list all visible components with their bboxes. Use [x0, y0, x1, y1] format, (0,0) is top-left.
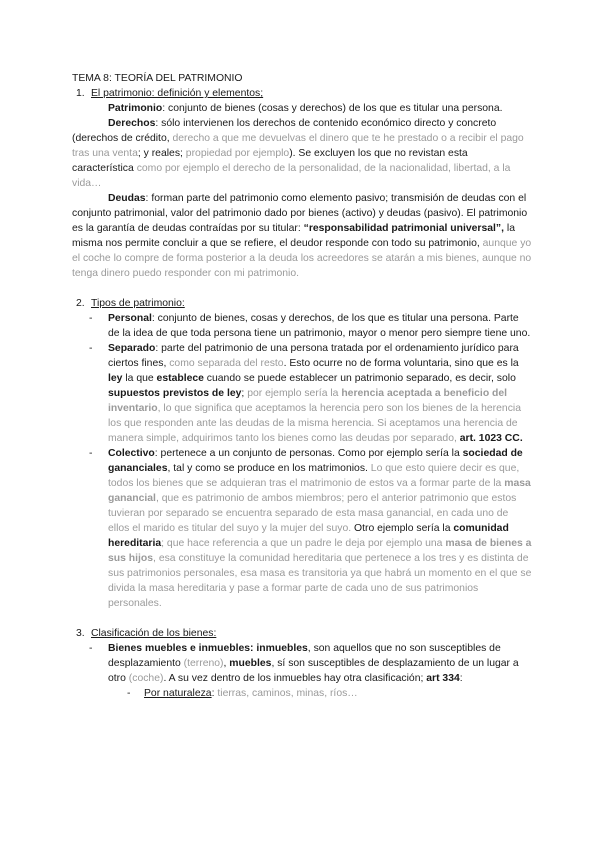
text: cuando se puede establecer un patrimonio separado, es decir, solo: [203, 373, 516, 384]
section-title: El patrimonio: definición y elementos;: [91, 88, 264, 99]
text: . A su vez dentro de los inmuebles hay otra clasificación;: [163, 673, 427, 684]
paragraph-derechos: [72, 116, 532, 191]
list-item-personal: [72, 311, 532, 341]
bold-text: supuestos previstos de ley: [108, 388, 242, 399]
term: Separado: [108, 343, 156, 354]
term: Personal: [108, 313, 152, 324]
term: Patrimonio: [108, 103, 163, 114]
bullet-dash: -: [127, 688, 131, 699]
bullet-dash: -: [89, 643, 93, 654]
list-item-separado: [72, 341, 532, 446]
example-text: , esa constituye la comunidad hereditaria que pertenece a los tres y es distinta de sus patrimonios personales, esa masa es transitoria ya que habrá un momento en el que se divida la masa hereditaria y pase a formar parte de cada uno de sus patrimonios personales.: [108, 553, 532, 609]
section-title: Tipos de patrimonio:: [91, 298, 185, 309]
list-item-bienes: [72, 641, 532, 686]
term: Por naturaleza: [144, 688, 212, 699]
bullet-dash: -: [89, 448, 93, 459]
bold-text: establece: [156, 373, 204, 384]
example-text: , lo que significa que aceptamos la herencia pero son los bienes de la herencia los que responden ante las deudas de la misma herencia. Si aceptamos una herencia de manera simple, adquirimos tanto los bienes como las deudas por separado,: [108, 403, 521, 444]
text: ;: [241, 388, 248, 399]
bold-text: ley: [108, 373, 123, 384]
term: Deudas: [108, 193, 146, 204]
section-title: Clasificación de los bienes:: [91, 628, 217, 639]
paragraph-deudas: [72, 191, 532, 281]
spacer: [72, 281, 532, 296]
example-text: aunque yo el coche lo compre de forma posterior a la deuda los acreedores se atarán a mis bienes, aunque no tenga dinero puedo responder con mi patrimonio.: [72, 238, 532, 279]
text: la que: [122, 373, 157, 384]
bold-text: muebles: [229, 658, 272, 669]
document-title: TEMA 8: TEORÍA DEL PATRIMONIO: [72, 73, 243, 84]
text: : sólo intervienen los derechos de contenido económico directo y concreto (derechos de crédito,: [72, 118, 497, 144]
section-2-heading: 2. Tipos de patrimonio:: [76, 298, 185, 309]
text: ). Se excluyen los que no revistan esta característica: [72, 148, 468, 174]
example-text: (terreno): [183, 658, 224, 669]
sub-list-item-naturaleza: [72, 686, 532, 701]
example-text: como separada del resto: [169, 358, 284, 369]
term: Derechos: [108, 118, 156, 129]
term: Colectivo: [108, 448, 155, 459]
text: : forman parte del patrimonio como elemento pasivo; transmisión de deudas con el conjunto patrimonial, valor del patrimonio dado por bienes (activo) y deudas (pasivo). El patrimonio es la garantía de deudas contraídas por su titular:: [72, 193, 528, 234]
article-reference: art. 1023 CC.: [459, 433, 523, 444]
text: : conjunto de bienes (cosas y derechos) de los que es titular una persona.: [162, 103, 503, 114]
example-bold-text: masa de bienes a sus hijos: [108, 538, 532, 564]
example-text: propiedad por ejemplo: [185, 148, 290, 159]
text: la misma nos permite concluir a que se refiere, el deudor responde con todo su patrimonio,: [72, 223, 515, 249]
list-item-colectivo: [72, 446, 532, 611]
term: Bienes muebles e inmuebles: inmuebles: [108, 643, 308, 654]
example-bold-text: masa ganancial: [108, 478, 531, 504]
text: : conjunto de bienes, cosas y derechos, de los que es titular una persona. Parte de la idea de que toda persona tiene un patrimonio, mayor o menor pero siempre tiene uno.: [108, 313, 531, 339]
example-text: derecho a que me devuelvas el dinero que te he prestado o a recibir el pago tras una venta: [72, 133, 524, 159]
example-text: como por ejemplo el derecho de la personalidad, de la nacionalidad, libertad, a la vida…: [72, 163, 511, 189]
example-text: , que es patrimonio de ambos miembros; pero el anterior patrimonio que estos tuvieran por separado se encuentra separado de esta masa ganancial, en cada uno de ellos el marido es titular del suyo y la mujer del suyo.: [108, 493, 517, 534]
example-text: tierras, caminos, minas, ríos…: [217, 688, 358, 699]
text: : pertenece a un conjunto de personas. Como por ejemplo sería la: [154, 448, 463, 459]
example-text: por ejemplo sería la: [247, 388, 342, 399]
example-text: Lo que esto quiere decir es que, todos los bienes que se adquieran tras el matrimonio de estos va a formar parte de la: [108, 463, 520, 489]
paragraph-patrimonio: [72, 101, 532, 116]
bold-text: comunidad hereditaria: [108, 523, 509, 549]
text: :: [459, 673, 463, 684]
text: :: [211, 688, 218, 699]
text: Otro ejemplo sería la: [354, 523, 454, 534]
bullet-dash: -: [89, 313, 93, 324]
example-bold-text: herencia aceptada a beneficio del inventario: [108, 388, 508, 414]
text: , tal y como se produce en los matrimonios.: [167, 463, 371, 474]
bold-text: sociedad de gananciales: [108, 448, 523, 474]
text: , sí son susceptibles de desplazamiento de un lugar a otro: [108, 658, 519, 684]
example-text: ; que hace referencia a que un padre le deja por ejemplo una: [161, 538, 446, 549]
spacer: [72, 611, 532, 626]
bold-text: “responsabilidad patrimonial universal”,: [303, 223, 504, 234]
bullet-dash: -: [89, 343, 93, 354]
article-reference: art 334: [426, 673, 460, 684]
text: ; y reales;: [137, 148, 186, 159]
text: . Esto ocurre no de forma voluntaria, sino que es la: [283, 358, 519, 369]
text: : parte del patrimonio de una persona tratada por el ordenamiento jurídico para ciertos fines,: [108, 343, 519, 369]
document-page: [72, 71, 532, 701]
text: ,: [223, 658, 230, 669]
example-text: (coche): [128, 673, 164, 684]
section-1-heading: 1. El patrimonio: definición y elementos;: [76, 88, 264, 99]
section-3-heading: 3. Clasificación de los bienes:: [76, 628, 217, 639]
text: , son aquellos que no son susceptibles de desplazamiento: [108, 643, 501, 669]
